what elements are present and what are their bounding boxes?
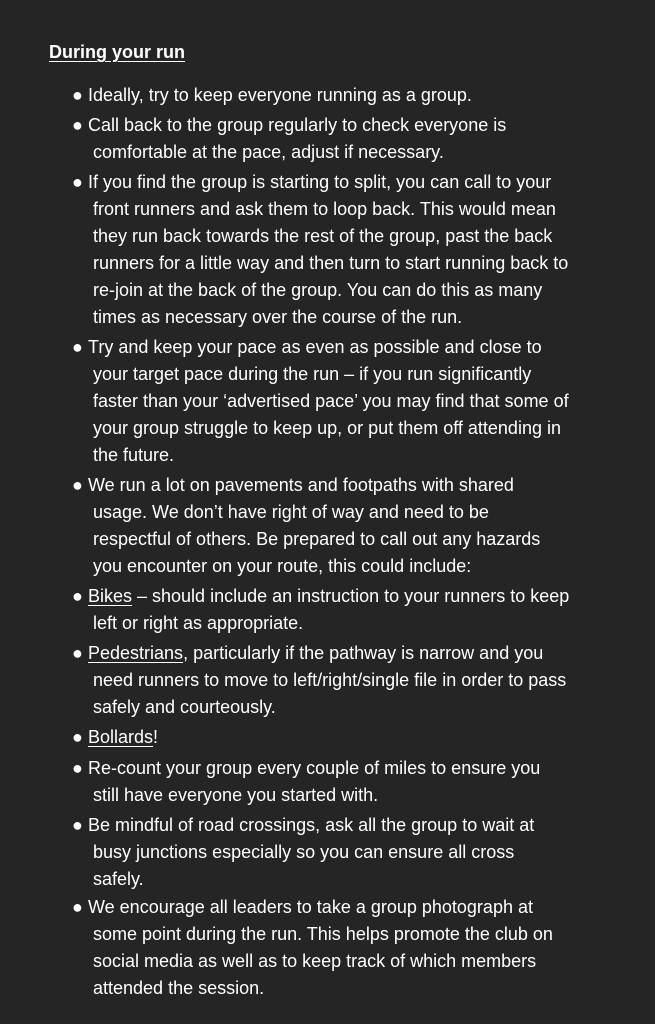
item-text: your group struggle to keep up, or put them off attending in (93, 418, 561, 438)
list-item (72, 82, 632, 109)
item-text: safely and courteously. (93, 697, 276, 717)
item-text: usage. We don’t have right of way and need to be (93, 502, 489, 522)
bullet-icon: ● (72, 475, 83, 495)
list-item (72, 112, 632, 166)
list-item-bollards (72, 724, 632, 751)
item-text: Be mindful of road crossings, ask all the group to wait at (88, 815, 535, 835)
item-text: you encounter on your route, this could include: (93, 556, 472, 576)
hazard-term-bollards: Bollards (88, 727, 154, 747)
item-text: Re-count your group every couple of miles to ensure you (88, 758, 541, 778)
item-text: comfortable at the pace, adjust if necessary. (93, 142, 444, 162)
item-text: runners for a little way and then turn to start running back to (93, 253, 569, 273)
item-text: – should include an instruction to your runners to keep (132, 586, 570, 606)
bullet-icon: ● (72, 815, 83, 835)
hazard-term-bikes: Bikes (88, 586, 133, 606)
list-item (72, 894, 632, 1002)
item-text: left or right as appropriate. (93, 613, 304, 633)
list-item (72, 812, 632, 893)
list-item-pedestrians (72, 640, 632, 721)
item-text: respectful of others. Be prepared to call out any hazards (93, 529, 541, 549)
bullet-icon: ● (72, 172, 83, 192)
item-text: re-join at the back of the group. You can do this as many (93, 280, 543, 300)
item-text: If you find the group is starting to split, you can call to your (88, 172, 552, 192)
item-text: social media as well as to keep track of which members (93, 951, 537, 971)
list-item (72, 472, 632, 580)
item-text: ! (153, 727, 159, 747)
item-text: the future. (93, 445, 175, 465)
section-heading: During your run (49, 42, 185, 62)
item-text: still have everyone you started with. (93, 785, 379, 805)
item-text: times as necessary over the course of the run. (93, 307, 463, 327)
bullet-icon: ● (72, 337, 83, 357)
bullet-icon: ● (72, 115, 83, 135)
list-item (72, 755, 632, 809)
item-text: We run a lot on pavements and footpaths with shared (88, 475, 514, 495)
bullet-icon: ● (72, 85, 83, 105)
item-text: need runners to move to left/right/single file in order to pass (93, 670, 567, 690)
hazard-term-pedestrians: Pedestrians (88, 643, 184, 663)
item-text: Ideally, try to keep everyone running as a group. (88, 85, 472, 105)
item-text: safely. (93, 869, 144, 889)
item-text: attended the session. (93, 978, 265, 998)
list-item-bikes (72, 583, 632, 637)
item-text: faster than your ‘advertised pace’ you may find that some of (93, 391, 569, 411)
bullet-icon: ● (72, 758, 83, 778)
item-text: your target pace during the run – if you run significantly (93, 364, 532, 384)
item-text: front runners and ask them to loop back. This would mean (93, 199, 556, 219)
item-text: they run back towards the rest of the group, past the back (93, 226, 553, 246)
item-text: , particularly if the pathway is narrow and you (183, 643, 544, 663)
bullet-icon: ● (72, 897, 83, 917)
list-item (72, 334, 632, 469)
item-text: Call back to the group regularly to check everyone is (88, 115, 507, 135)
bullet-icon: ● (72, 643, 83, 663)
bullet-icon: ● (72, 727, 83, 747)
item-text: some point during the run. This helps promote the club on (93, 924, 553, 944)
item-text: busy junctions especially so you can ensure all cross (93, 842, 515, 862)
item-text: Try and keep your pace as even as possible and close to (88, 337, 542, 357)
bullet-icon: ● (72, 586, 83, 606)
item-text: We encourage all leaders to take a group photograph at (88, 897, 533, 917)
list-item (72, 169, 632, 331)
